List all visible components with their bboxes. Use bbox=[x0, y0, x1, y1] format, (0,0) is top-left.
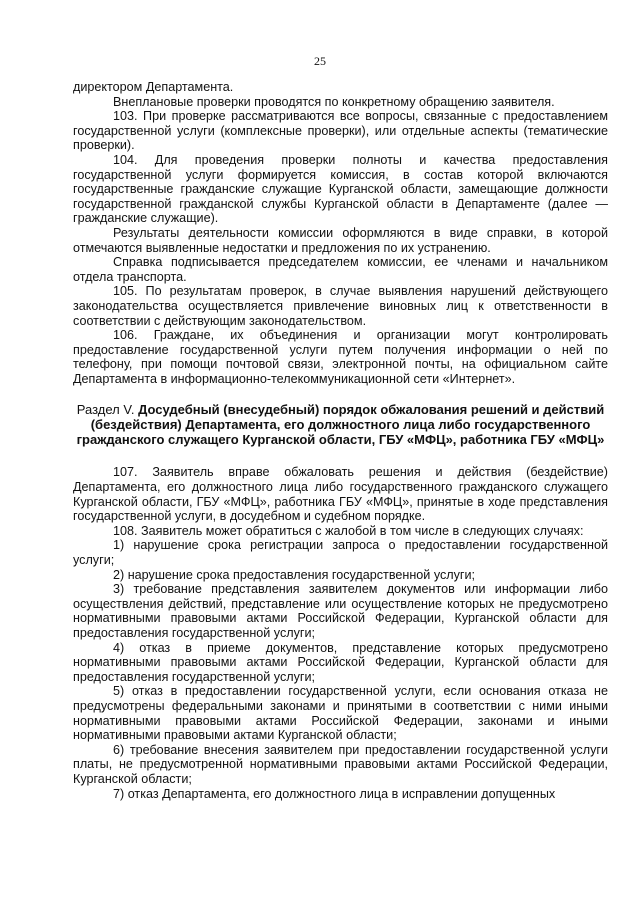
paragraph: 105. По результатам проверок, в случае выявления нарушений действующего законодательства осуществляется привлечение виновных лиц к ответственности в соответствии с действующим законодательством. bbox=[73, 284, 608, 328]
paragraph: 7) отказ Департамента, его должностного лица в исправлении допущенных bbox=[113, 786, 556, 801]
paragraph: Результаты деятельности комиссии оформляются в виде справки, в которой отмечаются выявленные недостатки и предложения по их устранению. bbox=[73, 225, 608, 255]
paragraph: 107. Заявитель вправе обжаловать решения и действия (бездействие) Департамента, его должностного лица либо государственного гражданского служащего Курганской области, ГБУ «МФЦ», работника ГБУ «МФЦ», принятые в ходе представления государственной услуги, в досудебном и судебном порядке. bbox=[73, 465, 608, 524]
paragraph: 3) требование представления заявителем документов или информации либо осуществления действий, представление или осуществление которых не предусмотрено нормативными правовыми актами Российской Федерации, Курганской области для предоставления государственной услуги; bbox=[73, 582, 608, 640]
paragraph: 6) требование внесения заявителем при предоставлении государственной услуги платы, не предусмотренной нормативными правовыми актами Российской Федерации, Курганской области; bbox=[73, 742, 608, 786]
paragraphs-after-section bbox=[73, 465, 608, 801]
paragraph: 106. Граждане, их объединения и организации могут контролировать предоставление государственной услуги путем получения информации о ней по телефону, при помощи почтовой связи, электронной почты, на официальном сайте Департамента в информационно-телекоммуникационной сети «Интернет». bbox=[73, 328, 608, 386]
paragraph: 103. При проверке рассматриваются все вопросы, связанные с предоставлением государственной услуги (комплексные проверки), или отдельные аспекты (тематические проверки). bbox=[73, 109, 608, 153]
section-heading-title: Досудебный (внесудебный) порядок обжалования решений и действий (бездействия) Департамента, его должностного лица либо государственного гражданского служащего Курганской области, ГБУ «МФЦ», работника ГБУ «МФЦ» bbox=[76, 402, 605, 448]
paragraph: 2) нарушение срока предоставления государственной услуги; bbox=[113, 567, 476, 582]
section-heading-prefix: Раздел V. bbox=[76, 402, 139, 418]
paragraph: Внеплановые проверки проводятся по конкретному обращению заявителя. bbox=[113, 94, 555, 109]
document-body bbox=[73, 80, 608, 801]
page-number: 25 bbox=[314, 54, 326, 68]
paragraph: директором Департамента. bbox=[73, 80, 234, 94]
paragraph: 1) нарушение срока регистрации запроса о предоставлении государственной услуги; bbox=[73, 538, 608, 568]
paragraph: 104. Для проведения проверки полноты и качества предоставления государственной услуги формируется комиссия, в состав которой включаются государственные гражданские служащие Курганской области, замещающие должности государственной гражданской службы Курганской области в Департаменте (далее — гражданские служащие). bbox=[73, 152, 608, 226]
paragraph: 4) отказ в приеме документов, представление которых предусмотрено нормативными правовыми актами Российской Федерации, Курганской области для предоставления государственной услуги; bbox=[73, 640, 608, 684]
paragraphs-before-section bbox=[73, 80, 608, 386]
paragraph: 5) отказ в предоставлении государственной услуги, если основания отказа не предусмотрены федеральными законами и принятыми в соответствии с ними иными нормативными правовыми актами Российской Федерации, законами и иными нормативными правовыми актами Курганской области; bbox=[73, 684, 608, 743]
paragraph: Справка подписывается председателем комиссии, ее членами и начальником отдела транспорта. bbox=[73, 255, 608, 284]
section-heading bbox=[73, 402, 608, 447]
paragraph: 108. Заявитель может обратиться с жалобой в том числе в следующих случаях: bbox=[113, 523, 584, 538]
